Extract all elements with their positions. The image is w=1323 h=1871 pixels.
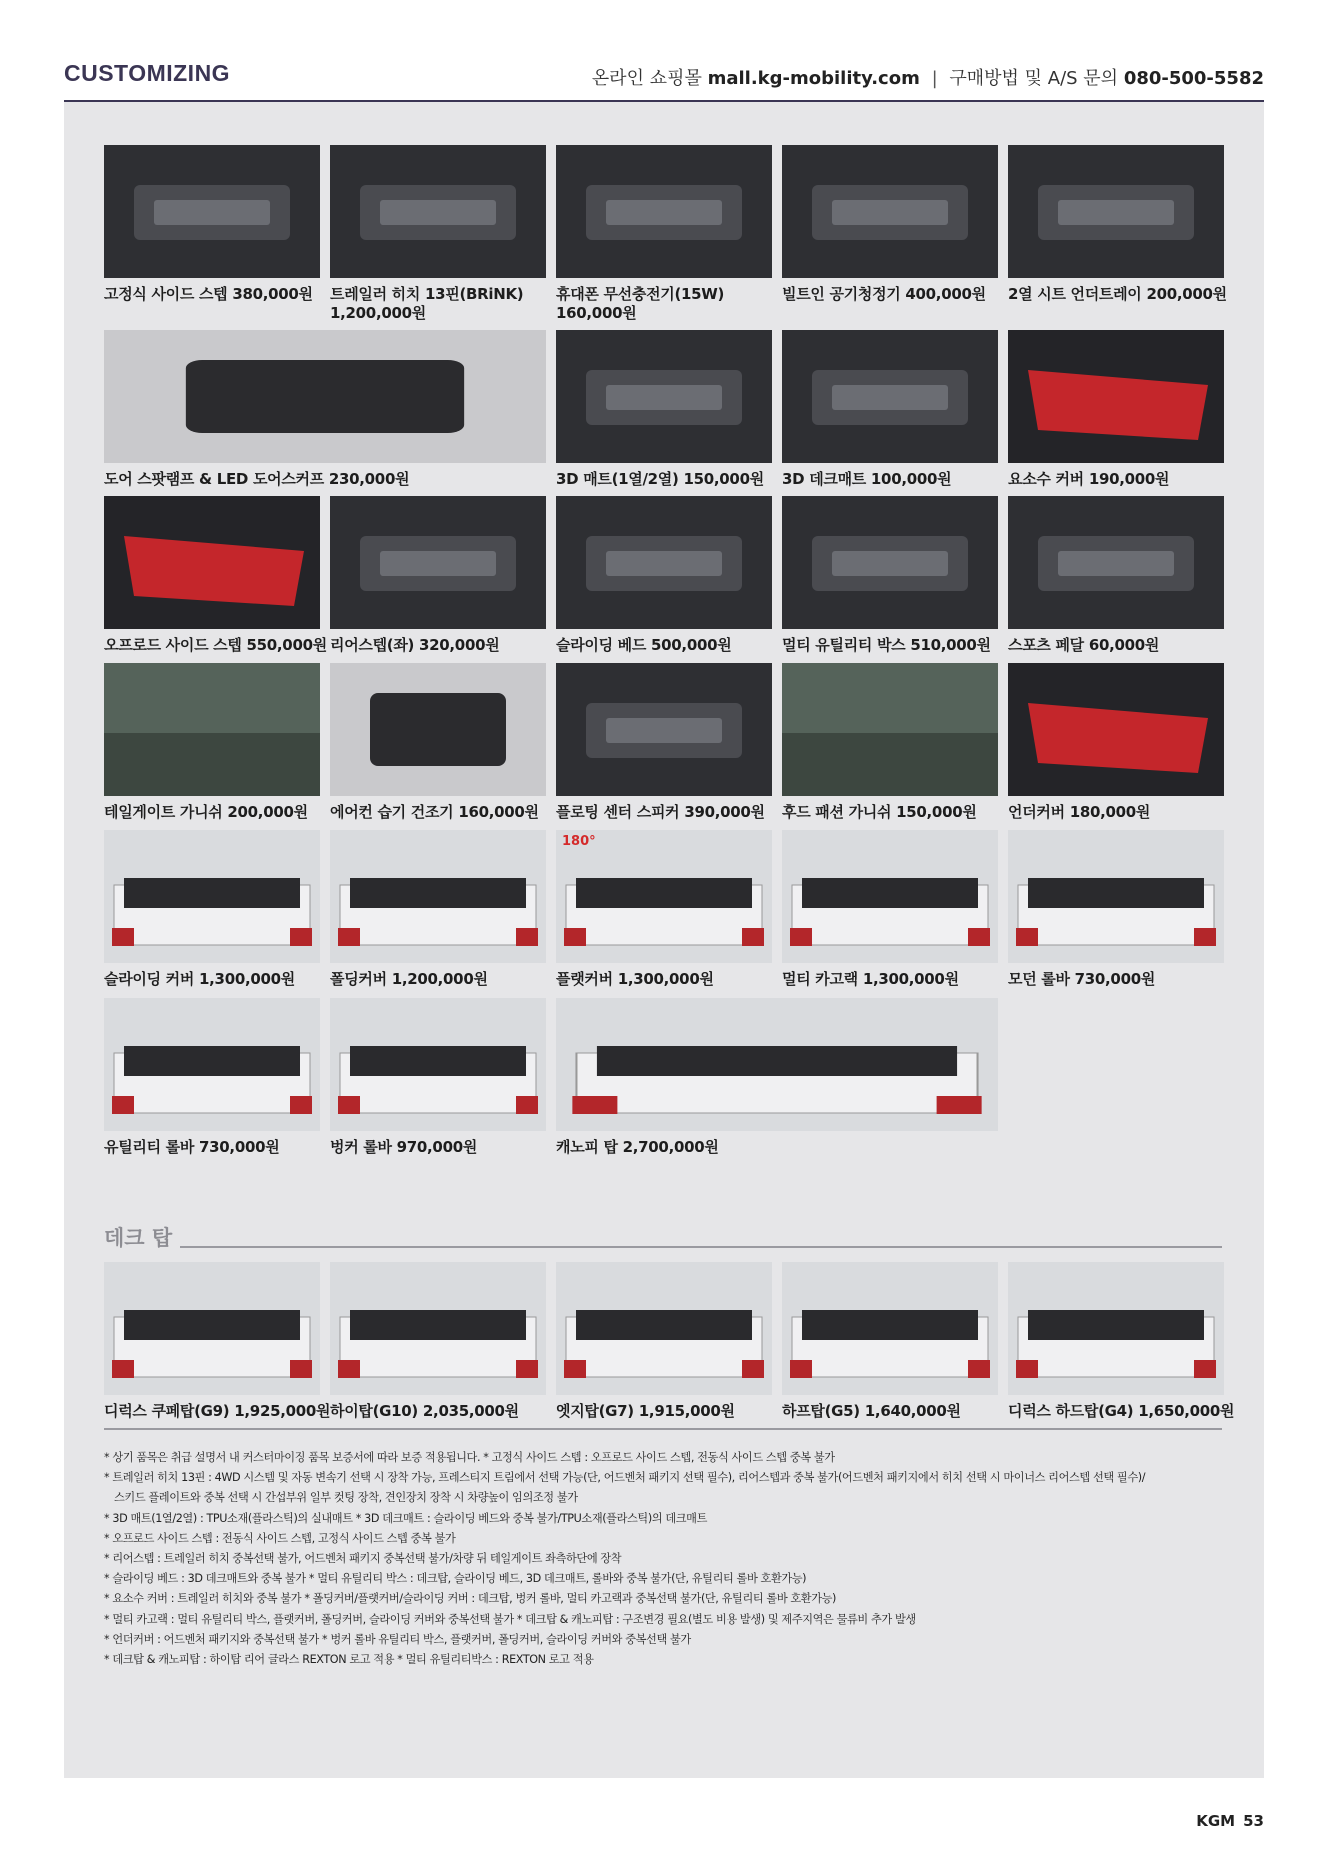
accessory-caption xyxy=(104,470,546,489)
deck-price: 1,915,000원 xyxy=(638,1402,735,1420)
deck-item xyxy=(782,1262,998,1421)
accessory-photo xyxy=(330,496,546,629)
accessory-item xyxy=(1008,330,1224,489)
accessory-name: 빌트인 공기청정기 xyxy=(782,285,901,303)
deck-caption xyxy=(330,1402,546,1421)
footnotes xyxy=(104,1448,1222,1670)
accessory-photo xyxy=(1008,330,1224,463)
accessory-item xyxy=(782,330,998,489)
accessory-item xyxy=(556,145,772,323)
deck-photo xyxy=(1008,1262,1224,1395)
accessory-price: 320,000원 xyxy=(419,636,500,654)
accessory-name: 휴대폰 무선충전기(15W) xyxy=(556,285,725,303)
footnote-line: * 리어스텝 : 트레일러 히치 중복선택 불가, 어드벤처 패키지 중복선택 불가/차량 뒤 테일게이트 좌측하단에 장착 xyxy=(104,1552,622,1566)
accessory-caption xyxy=(556,970,772,989)
accessory-price: 160,000원 xyxy=(458,803,539,821)
accessory-item xyxy=(782,663,998,822)
accessory-price: 390,000원 xyxy=(684,803,765,821)
footnote-line: * 요소수 커버 : 트레일러 히치와 중복 불가 * 폴딩커버/플랫커버/슬라이딩 커버 : 데크탑, 벙커 롤바, 멀티 카고랙과 중복선택 불가(단, 유틸리티 롤바 호환가능) xyxy=(104,1592,836,1606)
footnote-line: * 슬라이딩 베드 : 3D 데크매트와 중복 불가 * 멀티 유틸리티 박스 : 데크탑, 슬라이딩 베드, 3D 데크매트, 롤바와 중복 불가(단, 유틸리티 롤바 호환가능) xyxy=(104,1572,807,1586)
page-footer xyxy=(1188,1812,1264,1830)
section-title: CUSTOMIZING xyxy=(64,60,231,86)
accessory-name: 폴딩커버 xyxy=(330,970,387,988)
accessory-photo xyxy=(556,663,772,796)
accessory-price: 180,000원 xyxy=(1069,803,1151,821)
accessory-price: 230,000원 xyxy=(328,470,410,488)
accessory-photo xyxy=(1008,496,1224,629)
accessory-price: 510,000원 xyxy=(910,636,991,654)
accessory-price: 190,000원 xyxy=(1088,470,1170,488)
accessory-name: 2열 시트 언더트레이 xyxy=(1008,285,1142,303)
deck-photo xyxy=(556,1262,772,1395)
deck-name: 엣지탑(G7) xyxy=(556,1402,634,1420)
accessory-item xyxy=(104,998,320,1157)
accessory-item xyxy=(1008,145,1227,304)
accessory-name: 3D 매트(1열/2열) xyxy=(556,470,679,488)
accessory-name: 플랫커버 xyxy=(556,970,613,988)
accessory-caption xyxy=(104,636,327,655)
deck-price: 1,925,000원 xyxy=(234,1402,331,1420)
accessory-name: 테일게이트 가니쉬 xyxy=(104,803,223,821)
accessory-name: 에어컨 습기 건조기 xyxy=(330,803,454,821)
accessory-photo xyxy=(782,330,998,463)
accessory-photo xyxy=(556,496,772,629)
accessory-name: 유틸리티 롤바 xyxy=(104,1138,195,1156)
accessory-caption xyxy=(330,636,546,655)
accessory-caption xyxy=(1008,803,1224,822)
deck-name: 디럭스 하드탑(G4) xyxy=(1008,1402,1134,1420)
accessory-price: 2,700,000원 xyxy=(622,1138,719,1156)
mall-label: 온라인 쇼핑몰 xyxy=(591,68,702,89)
accessory-caption xyxy=(556,636,772,655)
accessory-photo xyxy=(1008,663,1224,796)
accessory-photo xyxy=(556,330,772,463)
footnote-line: * 언더커버 : 어드벤처 패키지와 중복선택 불가 * 벙커 롤바 유틸리티 박스, 플랫커버, 폴딩커버, 슬라이딩 커버와 중복선택 불가 xyxy=(104,1632,691,1646)
deck-item xyxy=(330,1262,546,1421)
accessory-photo xyxy=(782,145,998,278)
contact-info xyxy=(592,64,1264,90)
accessory-photo xyxy=(782,830,998,963)
accessory-price: 970,000원 xyxy=(396,1138,478,1156)
accessory-name: 오프로드 사이드 스텝 xyxy=(104,636,242,654)
accessory-item xyxy=(556,830,772,989)
accessory-photo xyxy=(556,145,772,278)
accessory-item xyxy=(1008,496,1224,655)
accessory-caption xyxy=(104,803,320,822)
deck-item xyxy=(1008,1262,1235,1421)
accessory-caption xyxy=(104,285,320,304)
separator: | xyxy=(931,68,938,89)
accessory-photo xyxy=(556,830,772,963)
deck-item xyxy=(104,1262,331,1421)
deck-photo xyxy=(782,1262,998,1395)
rotation-badge: 180° xyxy=(562,834,596,849)
page-number: 53 xyxy=(1243,1812,1264,1830)
deck-section-title: 데크 탑 xyxy=(104,1226,173,1250)
accessory-caption xyxy=(782,470,998,489)
accessory-price: 730,000원 xyxy=(199,1138,280,1156)
accessory-name: 벙커 롤바 xyxy=(330,1138,392,1156)
deck-name: 하프탑(G5) xyxy=(782,1402,860,1420)
accessory-caption xyxy=(1008,285,1227,304)
deck-photo xyxy=(104,1262,320,1395)
accessory-name: 리어스텝(좌) xyxy=(330,636,415,654)
accessory-price: 150,000원 xyxy=(896,803,977,821)
accessory-item xyxy=(782,830,998,989)
accessory-item xyxy=(104,330,546,489)
page-header xyxy=(64,58,1264,102)
accessory-price: 550,000원 xyxy=(246,636,327,654)
accessory-item xyxy=(782,496,998,655)
accessory-item xyxy=(104,830,320,989)
accessory-photo xyxy=(330,830,546,963)
deck-caption xyxy=(556,1402,772,1421)
accessory-caption xyxy=(330,803,546,822)
accessory-item xyxy=(556,496,772,655)
accessory-item xyxy=(330,145,546,323)
accessory-caption xyxy=(556,285,772,323)
accessory-item xyxy=(1008,663,1224,822)
accessory-caption xyxy=(330,970,546,989)
accessory-item xyxy=(104,496,327,655)
accessory-name: 도어 스팟램프 & LED 도어스커프 xyxy=(104,470,324,488)
support-label: 구매방법 및 A/S 문의 xyxy=(949,68,1119,89)
accessory-caption xyxy=(782,636,998,655)
accessory-price: 500,000원 xyxy=(651,636,732,654)
accessory-price: 730,000원 xyxy=(1074,970,1156,988)
accessory-item xyxy=(330,830,546,989)
accessory-name: 슬라이딩 베드 xyxy=(556,636,647,654)
accessory-photo xyxy=(330,663,546,796)
notes-divider xyxy=(104,1428,1222,1430)
accessory-item xyxy=(1008,830,1224,989)
accessory-price: 1,300,000원 xyxy=(862,970,959,988)
accessory-name: 캐노피 탑 xyxy=(556,1138,618,1156)
accessory-price: 160,000원 xyxy=(556,304,637,322)
accessory-photo xyxy=(104,998,320,1131)
footnote-line: 스키드 플레이트와 중복 선택 시 간섭부위 일부 컷팅 장착, 견인장치 장착 시 차량높이 임의조정 불가 xyxy=(114,1491,578,1505)
accessory-caption xyxy=(330,1138,546,1157)
accessory-caption xyxy=(104,1138,320,1157)
accessory-name: 플로팅 센터 스피커 xyxy=(556,803,680,821)
accessory-name: 요소수 커버 xyxy=(1008,470,1084,488)
accessory-caption xyxy=(330,285,546,323)
deck-price: 2,035,000원 xyxy=(422,1402,519,1420)
accessory-price: 1,200,000원 xyxy=(391,970,488,988)
accessory-caption xyxy=(556,1138,998,1157)
deck-divider xyxy=(180,1246,1222,1248)
accessory-price: 1,200,000원 xyxy=(330,304,426,322)
accessory-caption xyxy=(556,470,772,489)
accessory-item xyxy=(782,145,998,304)
support-phone[interactable]: 080-500-5582 xyxy=(1123,68,1264,89)
accessory-name: 트레일러 히치 13핀(BRiNK) xyxy=(330,285,524,303)
deck-price: 1,640,000원 xyxy=(864,1402,961,1420)
accessory-price: 380,000원 xyxy=(232,285,313,303)
accessory-item xyxy=(556,330,772,489)
accessory-photo xyxy=(330,998,546,1131)
accessory-caption xyxy=(556,803,772,822)
deck-photo xyxy=(330,1262,546,1395)
accessory-photo xyxy=(104,663,320,796)
accessory-caption xyxy=(104,970,320,989)
footer-brand: KGM xyxy=(1196,1812,1236,1830)
mall-url[interactable]: mall.kg-mobility.com xyxy=(707,68,920,89)
accessory-photo xyxy=(104,145,320,278)
accessory-name: 후드 패션 가니쉬 xyxy=(782,803,892,821)
accessory-photo xyxy=(782,663,998,796)
accessory-price: 1,300,000원 xyxy=(199,970,295,988)
accessory-price: 100,000원 xyxy=(870,470,952,488)
accessory-name: 멀티 카고랙 xyxy=(782,970,858,988)
footnote-line: * 3D 매트(1열/2열) : TPU소재(플라스틱)의 실내매트 * 3D 데크매트 : 슬라이딩 베드와 중복 불가/TPU소재(플라스틱)의 데크매트 xyxy=(104,1511,707,1525)
accessory-name: 스포츠 페달 xyxy=(1008,636,1084,654)
footnote-line: * 오프로드 사이드 스텝 : 전동식 사이드 스텝, 고정식 사이드 스텝 중복 불가 xyxy=(104,1531,456,1545)
accessory-photo xyxy=(782,496,998,629)
accessory-photo xyxy=(1008,830,1224,963)
accessory-caption xyxy=(782,803,998,822)
footnote-line: * 멀티 카고랙 : 멀티 유틸리티 박스, 플랫커버, 폴딩커버, 슬라이딩 커버와 중복선택 불가 * 데크탑 & 캐노피탑 : 구조변경 필요(별도 비용 발생) 및 제주지역은 물류비 추가 발생 xyxy=(104,1612,916,1626)
deck-caption xyxy=(782,1402,998,1421)
accessory-name: 모던 롤바 xyxy=(1008,970,1070,988)
footnote-line: * 트레일러 히치 13핀 : 4WD 시스템 및 자동 변속기 선택 시 장착 가능, 프레스티지 트림에서 선택 가능(단, 어드벤처 패키지 선택 필수), 리어스텝과 중복 불가(어드벤처 패키지에서 히치 선택 시 마이너스 리어스텝 선택 필수)/ xyxy=(104,1471,1146,1485)
accessory-item xyxy=(330,998,546,1157)
accessory-item xyxy=(104,145,320,304)
deck-caption xyxy=(104,1402,331,1421)
accessory-price: 150,000원 xyxy=(683,470,764,488)
accessory-item xyxy=(556,663,772,822)
accessory-caption xyxy=(782,970,998,989)
accessory-price: 200,000원 xyxy=(1146,285,1227,303)
accessory-photo xyxy=(330,145,546,278)
accessory-item xyxy=(104,663,320,822)
accessory-price: 60,000원 xyxy=(1088,636,1160,654)
accessory-photo xyxy=(104,830,320,963)
deck-item xyxy=(556,1262,772,1421)
footnote-line: * 데크탑 & 캐노피탑 : 하이탑 리어 글라스 REXTON 로고 적용 * 멀티 유틸리티박스 : REXTON 로고 적용 xyxy=(104,1653,594,1667)
accessory-photo xyxy=(104,330,546,463)
accessory-item xyxy=(556,998,998,1157)
accessory-item xyxy=(330,663,546,822)
deck-caption xyxy=(1008,1402,1235,1421)
accessory-name: 3D 데크매트 xyxy=(782,470,866,488)
accessory-name: 슬라이딩 커버 xyxy=(104,970,195,988)
accessory-caption xyxy=(1008,970,1224,989)
accessory-item xyxy=(330,496,546,655)
deck-name: 하이탑(G10) xyxy=(330,1402,418,1420)
accessory-name: 고정식 사이드 스텝 xyxy=(104,285,228,303)
deck-price: 1,650,000원 xyxy=(1138,1402,1235,1420)
accessory-caption xyxy=(782,285,998,304)
accessory-photo xyxy=(556,998,998,1131)
accessory-price: 1,300,000원 xyxy=(617,970,714,988)
accessory-caption xyxy=(1008,636,1224,655)
accessory-caption xyxy=(1008,470,1224,489)
accessory-price: 400,000원 xyxy=(905,285,986,303)
accessory-name: 멀티 유틸리티 박스 xyxy=(782,636,906,654)
accessory-price: 200,000원 xyxy=(227,803,308,821)
footnote-line: * 상기 품목은 취급 설명서 내 커스터마이징 품목 보증서에 따라 보증 적용됩니다. * 고정식 사이드 스텝 : 오프로드 사이드 스텝, 전동식 사이드 스텝 중복 불가 xyxy=(104,1451,835,1464)
accessory-name: 언더커버 xyxy=(1008,803,1065,821)
accessory-photo xyxy=(1008,145,1224,278)
deck-name: 디럭스 쿠페탑(G9) xyxy=(104,1402,230,1420)
accessory-photo xyxy=(104,496,320,629)
